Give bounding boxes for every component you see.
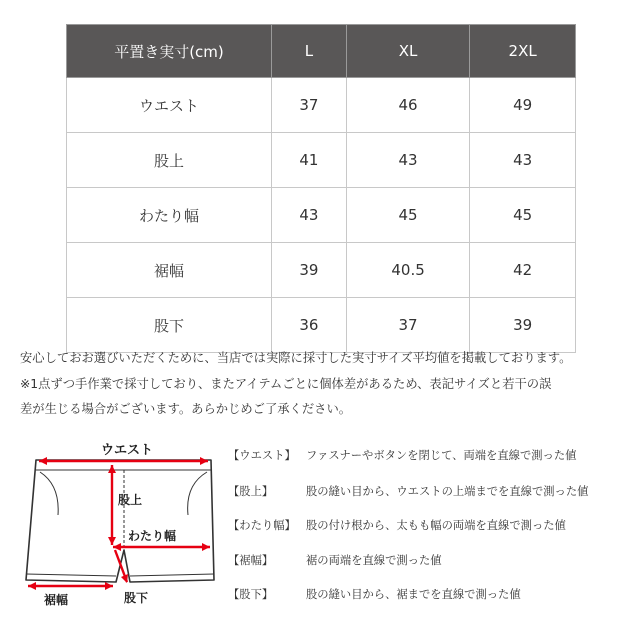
note-line: 安心しておお選びいただくために、当店では実際に採寸した実寸サイズ平均値を掲載しております。 [20,351,572,365]
row-label: わたり幅 [67,188,272,243]
row-label: 股上 [67,133,272,188]
thigh-arrow-right-icon [202,543,210,551]
rise-arrow-bottom-icon [108,537,116,545]
inseam-label: 股下 [124,591,149,605]
table-row-thigh [67,188,576,243]
thigh-label: わたり幅 [128,529,177,543]
table-cell: 45 [346,188,469,243]
row-label: 裾幅 [67,243,272,298]
table-cell: 39 [470,298,576,353]
table-row-hem [67,243,576,298]
note-line: 差が生じる場合がございます。あらかじめご了承ください。 [20,402,352,416]
waist-arrow-left-icon [39,457,47,465]
table-cell: 43 [272,188,347,243]
note-line: ※1点ずつ手作業で採寸しており、またアイテムごとに個体差があるため、表記サイズと若干の誤 [20,376,552,391]
definition-term: 【わたり幅】 [228,519,296,532]
definition-term: 【ウエスト】 [228,449,296,462]
table-cell: 46 [346,78,469,133]
table-cell: 41 [272,133,347,188]
definition-term: 【股下】 [228,588,274,601]
table-cell: 43 [470,133,576,188]
definition-term: 【裾幅】 [228,554,274,567]
thigh-arrow-left-icon [113,543,121,551]
waist-label: ウエスト [100,443,154,458]
table-cell: 37 [272,78,347,133]
hem-label: 裾幅 [44,593,69,607]
header-size-xl: XL [346,25,469,78]
header-measurement: 平置き実寸(cm) [67,25,272,78]
header-size-2xl: 2XL [470,25,576,78]
definition-desc: ファスナーやボタンを閉じて、両端を直線で測った値 [306,449,577,462]
size-table-header-row [67,25,576,78]
right-pocket-icon [188,472,207,515]
size-table [66,24,576,353]
rise-arrow-top-icon [108,465,116,473]
left-pocket-icon [40,472,58,515]
hem-arrow-right-icon [105,582,113,590]
hem-arrow-left-icon [28,582,36,590]
rise-label: 股上 [118,493,143,507]
table-cell: 45 [470,188,576,243]
row-label: 股下 [67,298,272,353]
table-cell: 43 [346,133,469,188]
definition-desc: 股の縫い目から、ウエストの上端までを直線で測った値 [306,485,589,498]
definition-term: 【股上】 [228,485,274,498]
table-cell: 37 [346,298,469,353]
table-cell: 39 [272,243,347,298]
table-row-inseam [67,298,576,353]
row-label: ウエスト [67,78,272,133]
definition-desc: 股の付け根から、太もも幅の両端を直線で測った値 [306,519,566,532]
table-row-rise [67,133,576,188]
measurement-note [20,346,630,423]
table-cell: 36 [272,298,347,353]
waist-arrow-right-icon [200,457,208,465]
table-row-waist [67,78,576,133]
table-cell: 40.5 [346,243,469,298]
table-cell: 42 [470,243,576,298]
header-size-l: L [272,25,347,78]
shorts-measurement-diagram [20,440,230,610]
definition-desc: 股の縫い目から、裾までを直線で測った値 [306,588,521,601]
definition-desc: 裾の両端を直線で測った値 [306,554,442,567]
table-cell: 49 [470,78,576,133]
